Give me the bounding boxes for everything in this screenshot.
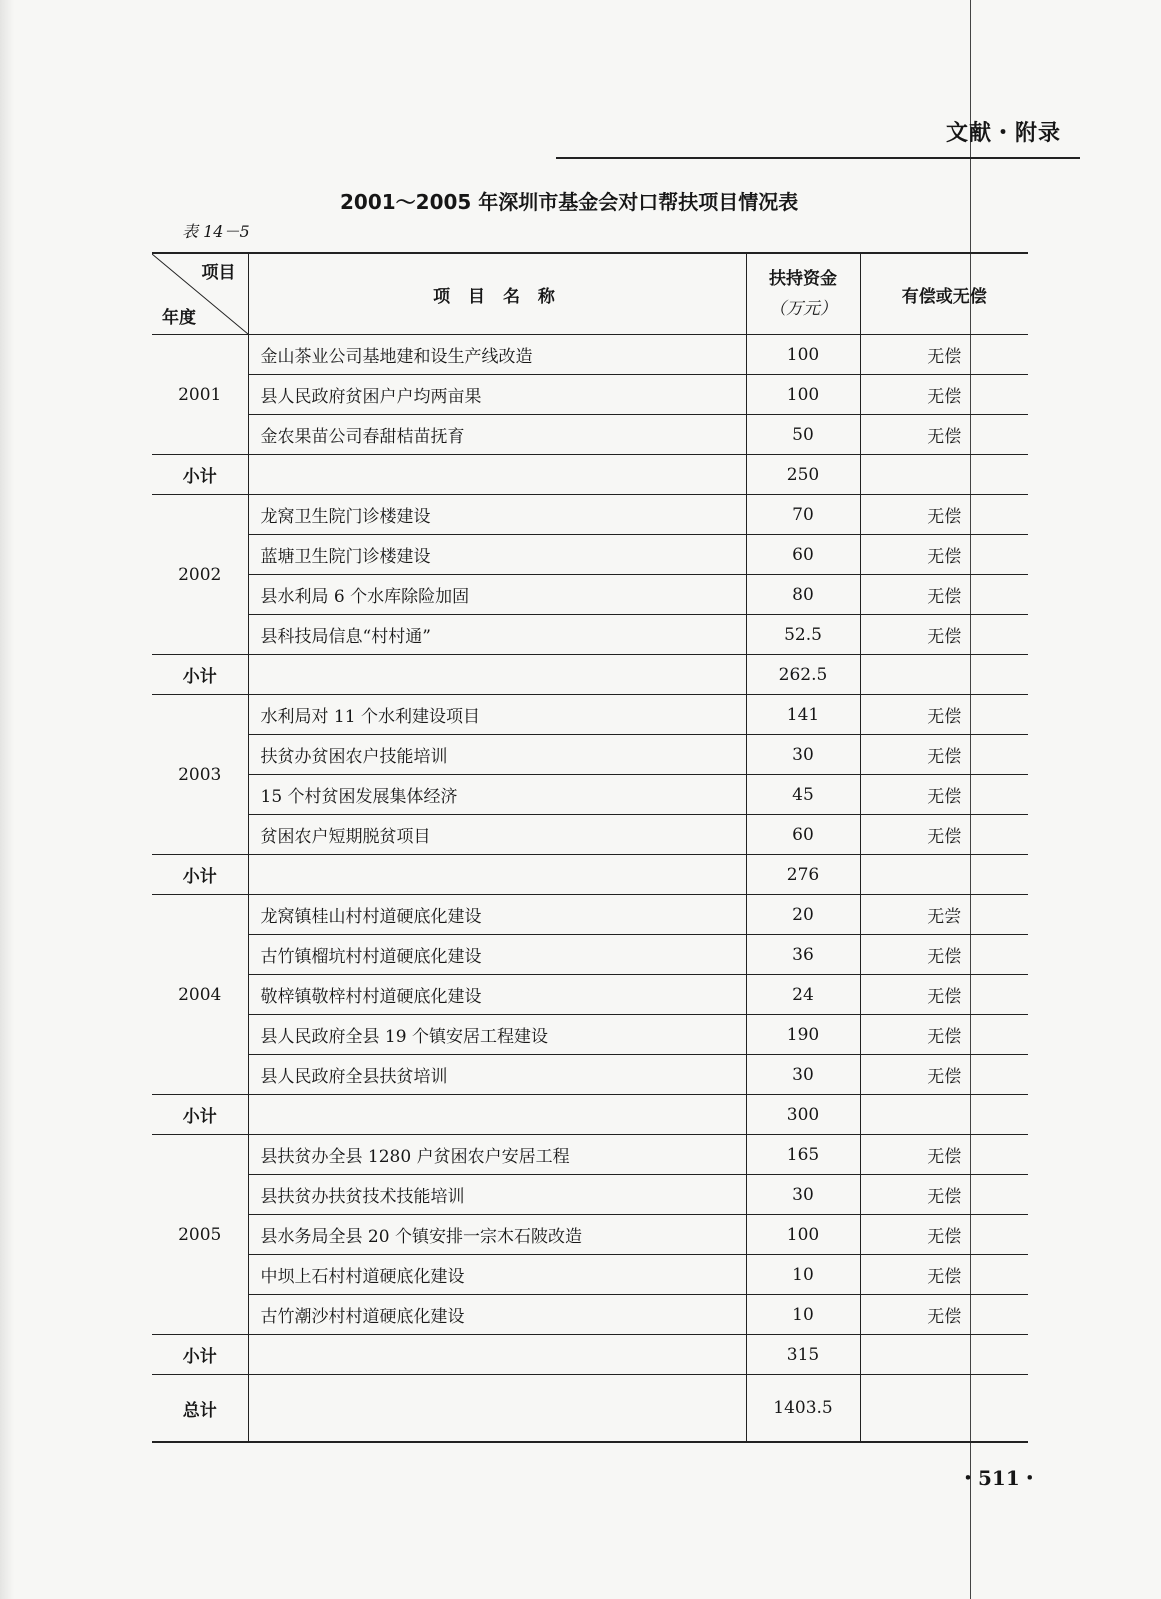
type-cell bbox=[860, 1135, 1028, 1175]
type-cell bbox=[860, 415, 1028, 455]
table-row bbox=[152, 575, 1028, 615]
total-label-cell-text: 总计 bbox=[182, 1400, 217, 1421]
amount-cell-text: 30 bbox=[792, 1064, 814, 1085]
diagonal-header bbox=[152, 254, 248, 334]
amount-cell bbox=[746, 495, 860, 535]
table-row bbox=[152, 1135, 1028, 1175]
subtotal-amount-cell bbox=[746, 855, 860, 895]
project-name-cell bbox=[248, 735, 746, 775]
table-row bbox=[152, 815, 1028, 855]
amount-cell bbox=[746, 615, 860, 655]
amount-cell bbox=[746, 575, 860, 615]
amount-cell-text: 190 bbox=[786, 1024, 820, 1045]
project-name-cell bbox=[248, 1055, 746, 1095]
project-name-cell bbox=[248, 1015, 746, 1055]
amount-cell bbox=[746, 895, 860, 935]
subtotal-type-cell bbox=[860, 655, 1028, 695]
type-cell-text: 无偿 bbox=[927, 1267, 962, 1287]
amount-cell-text: 10 bbox=[792, 1264, 814, 1285]
type-cell-text: 无偿 bbox=[927, 347, 962, 367]
type-cell-text: 无偿 bbox=[927, 1027, 962, 1047]
year-cell bbox=[152, 335, 248, 455]
project-name-cell-text: 金山茶业公司基地建和设生产线改造 bbox=[260, 347, 533, 367]
header-name-label: 项 目 名 称 bbox=[433, 286, 561, 307]
project-name-cell-text: 县水务局全县 20 个镇安排一宗木石陂改造 bbox=[260, 1227, 582, 1247]
subtotal-type-cell bbox=[860, 1095, 1028, 1135]
corner-header-cell bbox=[152, 253, 248, 335]
table-row bbox=[152, 615, 1028, 655]
subtotal-label-cell-text: 小计 bbox=[182, 467, 217, 487]
project-name-cell-text: 中坝上石村村道硬底化建设 bbox=[260, 1267, 465, 1287]
table-row bbox=[152, 895, 1028, 935]
subtotal-amount-cell bbox=[746, 1335, 860, 1375]
amount-cell bbox=[746, 815, 860, 855]
subtotal-type-cell bbox=[860, 455, 1028, 495]
table-row bbox=[152, 1015, 1028, 1055]
type-cell bbox=[860, 1175, 1028, 1215]
amount-cell bbox=[746, 935, 860, 975]
table-header-row bbox=[152, 253, 1028, 335]
subtotal-label-cell-text: 小计 bbox=[182, 1347, 217, 1367]
type-cell bbox=[860, 335, 1028, 375]
header-type-cell bbox=[860, 253, 1028, 335]
table-row bbox=[152, 1215, 1028, 1255]
amount-cell bbox=[746, 1295, 860, 1335]
type-cell-text: 无偿 bbox=[927, 707, 962, 727]
project-name-cell bbox=[248, 975, 746, 1015]
type-cell-text: 无偿 bbox=[927, 947, 962, 967]
total-amount-cell-text: 1403.5 bbox=[773, 1398, 833, 1418]
project-name-cell bbox=[248, 615, 746, 655]
subtotal-empty-cell bbox=[248, 455, 746, 495]
table-number: 表 14－5 bbox=[182, 222, 250, 241]
section-header: 文献・附录 bbox=[945, 121, 1061, 146]
type-cell-text: 无偿 bbox=[927, 987, 962, 1007]
project-name-cell-text: 贫困农户短期脱贫项目 bbox=[260, 827, 431, 847]
project-name-cell bbox=[248, 775, 746, 815]
project-name-cell bbox=[248, 415, 746, 455]
table-row bbox=[152, 335, 1028, 375]
type-cell bbox=[860, 1255, 1028, 1295]
project-table bbox=[152, 252, 1028, 1443]
project-name-cell bbox=[248, 375, 746, 415]
subtotal-label-cell bbox=[152, 1095, 248, 1135]
total-row bbox=[152, 1375, 1028, 1443]
project-name-cell bbox=[248, 335, 746, 375]
amount-cell bbox=[746, 335, 860, 375]
project-name-cell bbox=[248, 1175, 746, 1215]
year-cell bbox=[152, 895, 248, 1095]
amount-cell bbox=[746, 975, 860, 1015]
amount-cell-text: 80 bbox=[792, 584, 814, 605]
type-cell-text: 无偿 bbox=[927, 1307, 962, 1327]
subtotal-label-cell-text: 小计 bbox=[182, 867, 217, 887]
amount-cell-text: 20 bbox=[792, 904, 814, 925]
table-row bbox=[152, 935, 1028, 975]
table-row bbox=[152, 1055, 1028, 1095]
amount-cell bbox=[746, 1135, 860, 1175]
project-name-cell-text: 县扶贫办全县 1280 户贫困农户安居工程 bbox=[260, 1147, 570, 1167]
page-scan-edge bbox=[0, 0, 14, 1599]
subtotal-label-cell-text: 小计 bbox=[182, 667, 217, 687]
header-amount-cell bbox=[746, 253, 860, 335]
type-cell-text: 无偿 bbox=[927, 1067, 962, 1087]
table-row bbox=[152, 1255, 1028, 1295]
header-rule bbox=[556, 157, 1080, 159]
year-cell-text: 2003 bbox=[178, 764, 222, 785]
subtotal-type-cell bbox=[860, 855, 1028, 895]
year-cell bbox=[152, 695, 248, 855]
total-amount-cell bbox=[746, 1375, 860, 1443]
type-cell-text: 无偿 bbox=[927, 787, 962, 807]
table-row bbox=[152, 1295, 1028, 1335]
type-cell-text: 无偿 bbox=[927, 1187, 962, 1207]
subtotal-label-cell bbox=[152, 455, 248, 495]
subtotal-amount-cell-text: 250 bbox=[786, 464, 820, 485]
subtotal-type-cell bbox=[860, 1335, 1028, 1375]
subtotal-label-cell bbox=[152, 855, 248, 895]
type-cell-text: 无偿 bbox=[927, 587, 962, 607]
type-cell bbox=[860, 615, 1028, 655]
subtotal-empty-cell bbox=[248, 655, 746, 695]
total-type-cell bbox=[860, 1375, 1028, 1443]
subtotal-empty-cell bbox=[248, 1335, 746, 1375]
amount-cell-text: 100 bbox=[786, 1224, 820, 1245]
total-empty-cell bbox=[248, 1375, 746, 1443]
header-year-label: 年度 bbox=[162, 308, 196, 328]
amount-cell-text: 30 bbox=[792, 1184, 814, 1205]
project-name-cell bbox=[248, 895, 746, 935]
type-cell-text: 无偿 bbox=[927, 387, 962, 407]
project-name-cell-text: 龙窝镇桂山村村道硬底化建设 bbox=[260, 907, 482, 927]
project-name-cell bbox=[248, 1215, 746, 1255]
subtotal-amount-cell-text: 262.5 bbox=[778, 664, 828, 685]
project-name-cell-text: 县科技局信息“村村通” bbox=[260, 627, 431, 647]
type-cell bbox=[860, 935, 1028, 975]
project-name-cell bbox=[248, 535, 746, 575]
type-cell bbox=[860, 695, 1028, 735]
project-name-cell-text: 15 个村贫困发展集体经济 bbox=[260, 787, 458, 807]
subtotal-row bbox=[152, 855, 1028, 895]
type-cell bbox=[860, 895, 1028, 935]
table-row bbox=[152, 775, 1028, 815]
subtotal-label-cell-text: 小计 bbox=[182, 1107, 217, 1127]
type-cell-text: 无偿 bbox=[927, 547, 962, 567]
amount-cell-text: 100 bbox=[786, 384, 820, 405]
amount-cell bbox=[746, 1215, 860, 1255]
project-name-cell bbox=[248, 935, 746, 975]
subtotal-amount-cell bbox=[746, 655, 860, 695]
amount-cell-text: 141 bbox=[786, 704, 820, 725]
subtotal-empty-cell bbox=[248, 1095, 746, 1135]
subtotal-amount-cell bbox=[746, 1095, 860, 1135]
project-name-cell-text: 县人民政府全县 19 个镇安居工程建设 bbox=[260, 1027, 548, 1047]
amount-cell-text: 60 bbox=[792, 544, 814, 565]
table-row bbox=[152, 1175, 1028, 1215]
project-name-cell bbox=[248, 695, 746, 735]
table-row bbox=[152, 375, 1028, 415]
project-name-cell-text: 水利局对 11 个水利建设项目 bbox=[260, 707, 480, 727]
header-amount-unit: （万元） bbox=[769, 299, 837, 319]
subtotal-row bbox=[152, 1335, 1028, 1375]
subtotal-label-cell bbox=[152, 655, 248, 695]
type-cell bbox=[860, 495, 1028, 535]
project-name-cell bbox=[248, 1295, 746, 1335]
amount-cell-text: 52.5 bbox=[784, 624, 822, 645]
amount-cell bbox=[746, 1055, 860, 1095]
project-name-cell bbox=[248, 575, 746, 615]
table-row bbox=[152, 695, 1028, 735]
total-label-cell bbox=[152, 1375, 248, 1443]
amount-cell-text: 60 bbox=[792, 824, 814, 845]
year-cell-text: 2004 bbox=[178, 984, 222, 1005]
project-name-cell-text: 县人民政府全县扶贫培训 bbox=[260, 1067, 448, 1087]
amount-cell bbox=[746, 415, 860, 455]
table-row bbox=[152, 975, 1028, 1015]
year-cell-text: 2001 bbox=[178, 384, 222, 405]
year-cell bbox=[152, 1135, 248, 1335]
type-cell bbox=[860, 1015, 1028, 1055]
amount-cell bbox=[746, 1175, 860, 1215]
type-cell bbox=[860, 375, 1028, 415]
amount-cell-text: 70 bbox=[792, 504, 814, 525]
amount-cell-text: 45 bbox=[792, 784, 814, 805]
subtotal-row bbox=[152, 455, 1028, 495]
amount-cell-text: 165 bbox=[786, 1144, 820, 1165]
project-name-cell-text: 古竹潮沙村村道硬底化建设 bbox=[260, 1307, 465, 1327]
header-name-cell bbox=[248, 253, 746, 335]
type-cell bbox=[860, 575, 1028, 615]
type-cell-text: 无偿 bbox=[927, 627, 962, 647]
table-row bbox=[152, 735, 1028, 775]
type-cell bbox=[860, 535, 1028, 575]
header-type-label: 有偿或无偿 bbox=[901, 286, 987, 307]
project-name-cell bbox=[248, 495, 746, 535]
type-cell-text: 无偿 bbox=[927, 507, 962, 527]
type-cell-text: 无偿 bbox=[927, 747, 962, 767]
type-cell-text: 无偿 bbox=[927, 427, 962, 447]
amount-cell bbox=[746, 375, 860, 415]
type-cell bbox=[860, 815, 1028, 855]
amount-cell bbox=[746, 1255, 860, 1295]
amount-cell-text: 24 bbox=[792, 984, 814, 1005]
type-cell-text: 无尝 bbox=[927, 907, 962, 927]
type-cell bbox=[860, 1215, 1028, 1255]
year-cell-text: 2002 bbox=[178, 564, 222, 585]
type-cell-text: 无偿 bbox=[927, 1227, 962, 1247]
amount-cell bbox=[746, 775, 860, 815]
type-cell-text: 无偿 bbox=[927, 827, 962, 847]
type-cell bbox=[860, 735, 1028, 775]
amount-cell-text: 10 bbox=[792, 1304, 814, 1325]
amount-cell bbox=[746, 695, 860, 735]
project-name-cell-text: 扶贫办贫困农户技能培训 bbox=[260, 747, 448, 767]
year-cell-text: 2005 bbox=[178, 1224, 222, 1245]
table-row bbox=[152, 495, 1028, 535]
header-amount-label: 扶持资金 bbox=[769, 269, 837, 289]
project-name-cell-text: 县水利局 6 个水库除险加固 bbox=[260, 587, 470, 607]
header-project-label: 项目 bbox=[201, 263, 236, 283]
subtotal-amount-cell-text: 315 bbox=[786, 1344, 820, 1365]
type-cell bbox=[860, 975, 1028, 1015]
project-name-cell-text: 蓝塘卫生院门诊楼建设 bbox=[260, 547, 431, 567]
table-row bbox=[152, 535, 1028, 575]
amount-cell-text: 36 bbox=[792, 944, 814, 965]
subtotal-row bbox=[152, 1095, 1028, 1135]
year-cell bbox=[152, 495, 248, 655]
amount-cell bbox=[746, 535, 860, 575]
subtotal-amount-cell-text: 276 bbox=[786, 864, 820, 885]
amount-cell-text: 30 bbox=[792, 744, 814, 765]
table-title: 2001～2005 年深圳市基金会对口帮扶项目情况表 bbox=[340, 190, 799, 214]
subtotal-amount-cell bbox=[746, 455, 860, 495]
table-row bbox=[152, 415, 1028, 455]
subtotal-amount-cell-text: 300 bbox=[786, 1104, 820, 1125]
project-name-cell-text: 县人民政府贫困户户均两亩果 bbox=[260, 387, 482, 407]
project-name-cell-text: 敬梓镇敬梓村村道硬底化建设 bbox=[260, 987, 482, 1007]
project-name-cell bbox=[248, 815, 746, 855]
project-name-cell-text: 县扶贫办扶贫技术技能培训 bbox=[260, 1187, 465, 1207]
type-cell bbox=[860, 775, 1028, 815]
amount-cell bbox=[746, 735, 860, 775]
amount-cell bbox=[746, 1015, 860, 1055]
project-name-cell-text: 金农果苗公司春甜桔苗抚育 bbox=[260, 427, 465, 447]
project-name-cell bbox=[248, 1135, 746, 1175]
project-name-cell-text: 龙窝卫生院门诊楼建设 bbox=[260, 507, 431, 527]
subtotal-empty-cell bbox=[248, 855, 746, 895]
subtotal-label-cell bbox=[152, 1335, 248, 1375]
subtotal-row bbox=[152, 655, 1028, 695]
type-cell bbox=[860, 1295, 1028, 1335]
type-cell bbox=[860, 1055, 1028, 1095]
project-name-cell bbox=[248, 1255, 746, 1295]
type-cell-text: 无偿 bbox=[927, 1147, 962, 1167]
amount-cell-text: 100 bbox=[786, 344, 820, 365]
page-number: ・511・ bbox=[958, 1466, 1040, 1490]
amount-cell-text: 50 bbox=[792, 424, 814, 445]
project-name-cell-text: 古竹镇榴坑村村道硬底化建设 bbox=[260, 947, 482, 967]
